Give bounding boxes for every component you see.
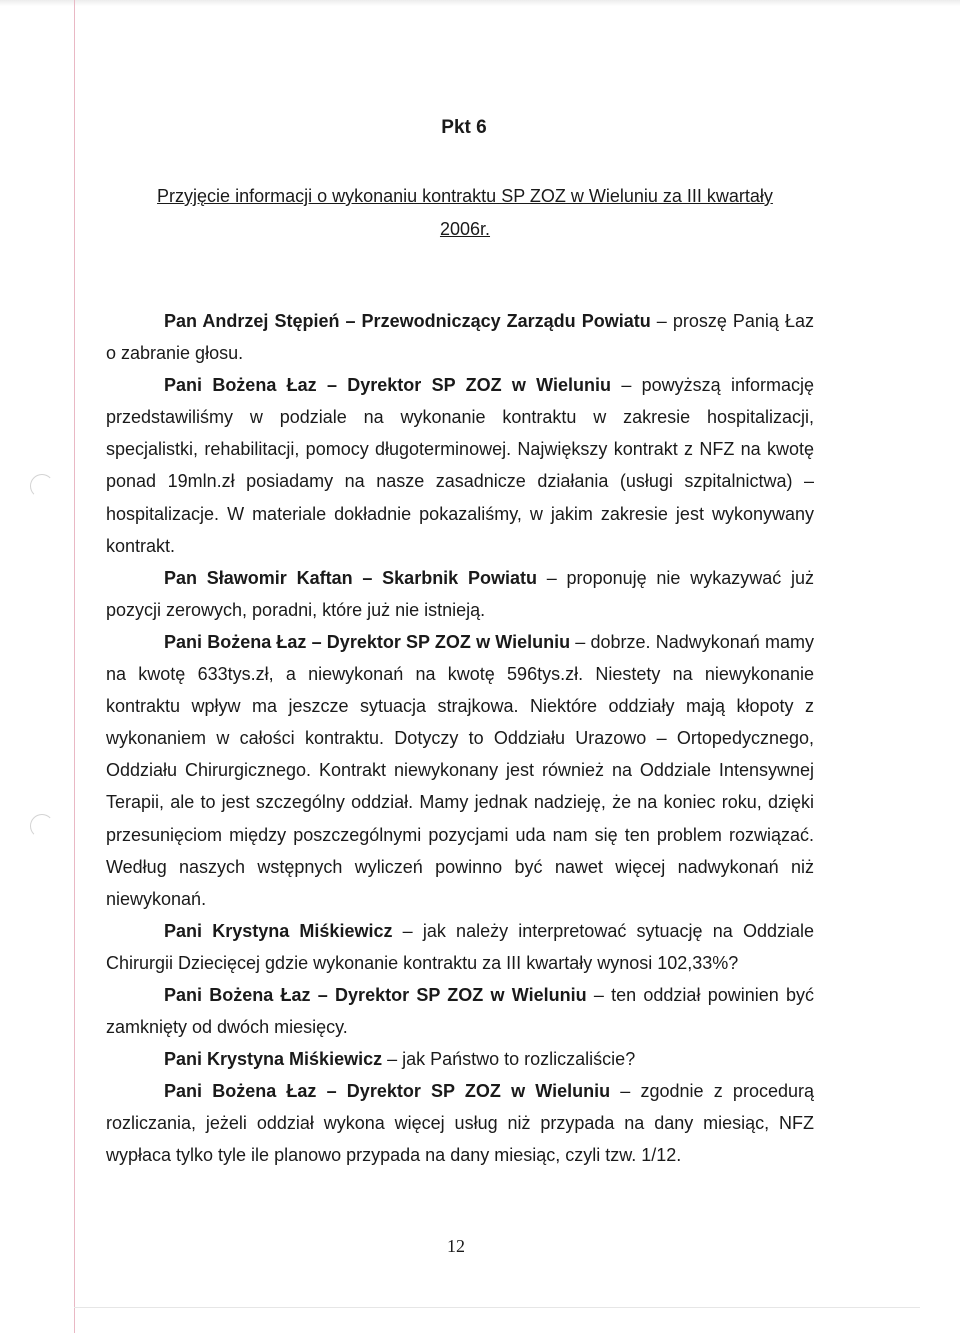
speaker-name: Pan Andrzej Stępień – Przewodniczący Zarządu Powiatu	[164, 311, 651, 331]
speech-text: – jak należy interpretować sytuację na Oddziale Chirurgii Dziecięcej gdzie wykonanie kontraktu za III kwartały wynosi 102,33%?	[106, 920, 814, 973]
speaker-name: Pani Bożena Łaz – Dyrektor SP ZOZ w Wieluniu	[164, 375, 612, 396]
speaker-name: Pani Bożena Łaz – Dyrektor SP ZOZ w Wieluniu	[164, 1081, 611, 1102]
minutes-paragraph	[106, 915, 814, 979]
speaker-name: Pan Sławomir Kaftan – Skarbnik Powiatu	[164, 567, 537, 588]
agenda-subject-line: Przyjęcie informacji o wykonaniu kontraktu SP ZOZ w Wieluniu za III kwartały	[157, 186, 773, 206]
minutes-paragraph	[106, 305, 814, 369]
speaker-name: Pani Krystyna Miśkiewicz	[164, 1049, 383, 1070]
margin-line	[74, 0, 75, 1333]
speaker-name: Pani Krystyna Miśkiewicz	[164, 920, 393, 941]
punch-hole-mark	[30, 474, 54, 498]
speaker-name: Pani Bożena Łaz – Dyrektor SP ZOZ w Wieluniu	[164, 631, 571, 652]
minutes-body	[106, 305, 814, 1172]
speech-text: – ten oddział powinien być zamknięty od dwóch miesięcy.	[106, 984, 815, 1038]
scan-top-edge	[0, 0, 960, 6]
speaker-name: Pani Bożena Łaz – Dyrektor SP ZOZ w Wieluniu	[164, 984, 587, 1005]
section-heading: Pkt 6	[441, 117, 487, 138]
speech-text: – powyższą informację przedstawiliśmy w podziale na wykonanie kontraktu w zakresie hospitalizacji, specjalistki, rehabilitacji, pomocy długoterminowej. Największy kontrakt z NFZ na kwotę ponad 19mln.zł posiadamy na nasze zasadnicze działania (usługi szpitalnictwa) – hospitalizacje. W materiale dokładnie pokazaliśmy, w jakim zakresie jest wykonywany kontrakt.	[106, 375, 814, 556]
page-number: 12	[447, 1236, 465, 1256]
speech-text: – proszę Panią Łaz o zabranie głosu.	[106, 311, 814, 364]
speech-text: – jak Państwo to rozliczaliście?	[382, 1049, 636, 1070]
agenda-subject-line: 2006r.	[439, 219, 491, 239]
page-bottom-rule	[74, 1307, 920, 1308]
speech-text: – proponuję nie wykazywać już pozycji zerowych, poradni, które już nie istnieją.	[106, 567, 815, 620]
minutes-paragraph	[106, 1075, 814, 1171]
minutes-paragraph	[106, 626, 814, 915]
speech-text: – zgodnie z procedurą rozliczania, jeżeli oddział wykona więcej usług niż przypada na dany miesiąc, NFZ wypłaca tylko tyle ile planowo przypada na dany miesiąc, czyli tzw. 1/12.	[106, 1081, 814, 1166]
minutes-paragraph	[106, 369, 814, 562]
punch-hole-mark	[30, 814, 54, 838]
speech-text: – dobrze. Nadwykonań mamy na kwotę 633tys.zł, a niewykonań na kwotę 596tys.zł. Niestety na niewykonanie kontraktu wpływ ma jeszcze sytuacja strajkowa. Niektóre oddziały mają kłopoty z wykonaniem w całości kontraktu. Dotyczy to Oddziału Urazowo – Ortopedycznego, Oddziału Chirurgicznego. Kontrakt niewykonany jest również na Oddziale Intensywnej Terapii, ale to jest szczególny oddział. Mamy jednak nadzieję, że na koniec roku, dzięki przesunięciom między poszczególnymi pozycjami uda nam się ten problem rozwiązać. Według naszych wstępnych wyliczeń powinno być nawet więcej nadwykonań niż niewykonań.	[106, 631, 814, 909]
minutes-paragraph	[106, 562, 814, 626]
minutes-paragraph	[106, 1043, 814, 1075]
minutes-paragraph	[106, 979, 814, 1043]
agenda-subject	[130, 180, 800, 246]
